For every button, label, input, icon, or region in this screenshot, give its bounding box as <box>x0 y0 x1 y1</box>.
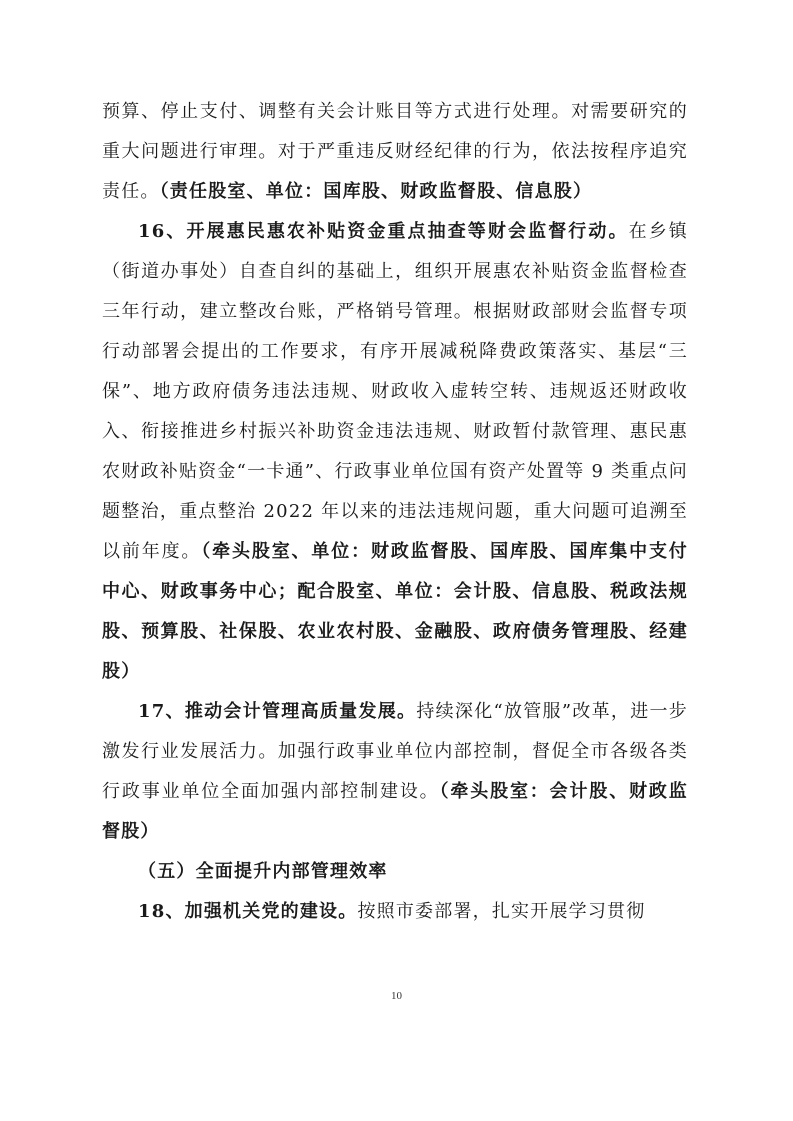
paragraph-text: 预算、停止支付、调整有关会计账目等方式进行处理。对需要研究的重大问题进行审理。对于严重违反财经纪律的行为，依法按程序追究责任。 <box>102 101 688 202</box>
responsibility-note: （责任股室、单位：国库股、财政监督股、信息股） <box>159 181 593 202</box>
item-17-paragraph <box>102 692 688 852</box>
item-17-responsibility: （牵头股室：会计股、财政监督股） <box>102 781 688 842</box>
item-18-body: 按照市委部署，扎实开展学习贯彻 <box>357 901 646 922</box>
item-18-title: 18、加强机关党的建设。 <box>138 901 358 922</box>
section-5-heading: （五）全面提升内部管理效率 <box>138 861 388 882</box>
item-17-body: 持续深化“放管服”改革，进一步激发行业发展活力。加强行政事业单位内部控制，督促全市各级各类行政事业单位全面加强内部控制建设。 <box>102 701 688 802</box>
item-16-responsibility: （牵头股室、单位：财政监督股、国库股、国库集中支付中心、财政事务中心；配合股室、单位：会计股、信息股、税政法规股、预算股、社保股、农业农村股、金融股、政府债务管理股、经建股） <box>102 541 689 682</box>
paragraph-continued <box>102 92 688 212</box>
item-16-paragraph <box>102 212 688 692</box>
item-16-body: 在乡镇（街道办事处）自查自纠的基础上，组织开展惠农补贴资金监督检查三年行动，建立整改台账，严格销号管理。根据财政部财会监督专项行动部署会提出的工作要求，有序开展减税降费政策落实、基层“三保”、地方政府债务违法违规、财政收入虚转空转、违规返还财政收入、衔接推进乡村振兴补助资金违法违规、财政暂付款管理、惠民惠农财政补贴资金“一卡通”、行政事业单位国有资产处置等 9 类重点问题整治，重点整治 2022 年以来的违法违规问题，重大问题可追溯至以前年度。 <box>102 221 689 562</box>
item-16-title: 16、开展惠民惠农补贴资金重点抽查等财会监督行动。 <box>138 221 629 242</box>
item-18-paragraph <box>102 892 688 932</box>
page-number: 10 <box>391 990 402 1002</box>
document-page <box>102 92 688 932</box>
item-17-title: 17、推动会计管理高质量发展。 <box>138 701 417 722</box>
